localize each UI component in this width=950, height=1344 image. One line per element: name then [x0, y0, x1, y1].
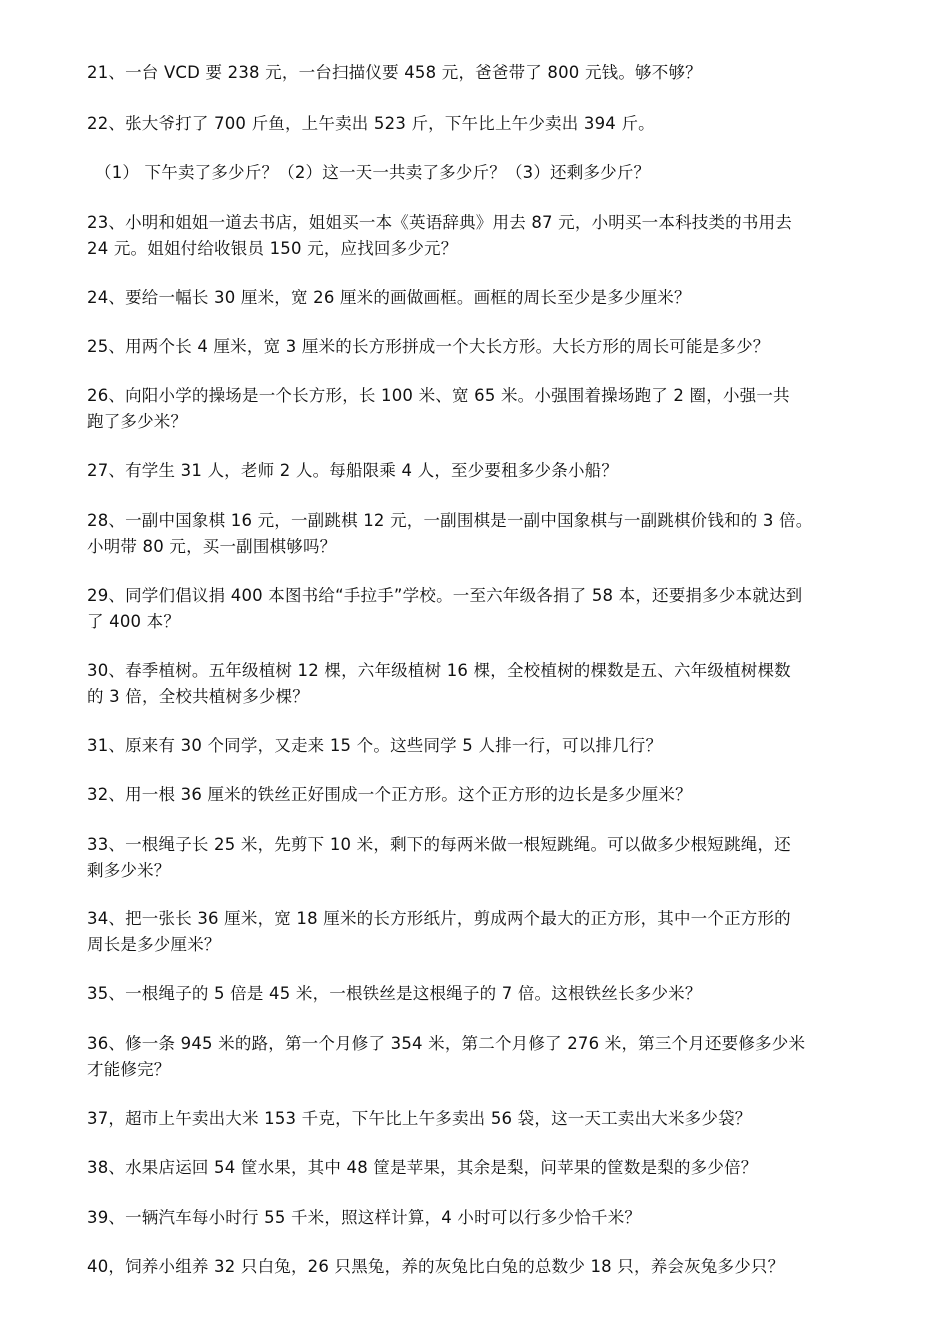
question-21: [87, 60, 887, 86]
question-line: 29、同学们倡议捐 400 本图书给“手拉手”学校。一至六年级各捐了 58 本，还要捐多少本就达到: [87, 586, 803, 605]
question-37: [87, 1106, 887, 1132]
question-line: 40，饲养小组养 32 只白兔，26 只黑兔，养的灰兔比白兔的总数少 18 只，养会灰兔多少只？: [87, 1257, 785, 1276]
question-32: [87, 782, 887, 808]
question-line: 32、用一根 36 厘米的铁丝正好围成一个正方形。这个正方形的边长是多少厘米？: [87, 785, 692, 804]
question-line: 才能修完？: [87, 1060, 171, 1079]
question-line: 周长是多少厘米？: [87, 935, 221, 954]
question-23: [87, 210, 887, 262]
question-line: 小明带 80 元，买一副围棋够吗？: [87, 537, 337, 556]
question-line: 21、一台 VCD 要 238 元，一台扫描仪要 458 元，爸爸带了 800 元钱。够不够？: [87, 63, 702, 82]
question-29: [87, 583, 887, 635]
question-line: 23、小明和姐姐一道去书店，姐姐买一本《英语辞典》用去 87 元，小明买一本科技类的书用去: [87, 213, 792, 232]
question-line: 27、有学生 31 人，老师 2 人。每船限乘 4 人，至少要租多少条小船？: [87, 461, 619, 480]
question-30: [87, 658, 887, 710]
question-line: 38、水果店运回 54 筐水果，其中 48 筐是苹果，其余是梨，问苹果的筐数是梨的多少倍？: [87, 1158, 758, 1177]
question-line: （1） 下午卖了多少斤？（2）这一天一共卖了多少斤？（3）还剩多少斤？: [95, 163, 651, 182]
question-line: 22、张大爷打了 700 斤鱼，上午卖出 523 斤，下午比上午少卖出 394 斤。: [87, 114, 655, 133]
question-25: [87, 334, 887, 360]
question-line: 剩多少米？: [87, 861, 171, 880]
question-31: [87, 733, 887, 759]
question-line: 35、一根绳子的 5 倍是 45 米，一根铁丝是这根绳子的 7 倍。这根铁丝长多少米？: [87, 984, 702, 1003]
question-line: 25、用两个长 4 厘米，宽 3 厘米的长方形拼成一个大长方形。大长方形的周长可能是多少？: [87, 337, 770, 356]
question-35: [87, 981, 887, 1007]
question-line: 跑了多少米？: [87, 412, 188, 431]
question-line: 31、原来有 30 个同学，又走来 15 个。这些同学 5 人排一行，可以排几行？: [87, 736, 663, 755]
question-33: [87, 832, 887, 884]
question-26: [87, 383, 887, 435]
question-line: 28、一副中国象棋 16 元，一副跳棋 12 元，一副围棋是一副中国象棋与一副跳棋价钱和的 3 倍。: [87, 511, 813, 530]
question-38: [87, 1155, 887, 1181]
question-line: 37，超市上午卖出大米 153 千克，下午比上午多卖出 56 袋，这一天工卖出大米多少袋？: [87, 1109, 752, 1128]
question-34: [87, 906, 887, 958]
question-line: 36、修一条 945 米的路，第一个月修了 354 米，第二个月修了 276 米，第三个月还要修多少米: [87, 1034, 806, 1053]
question-line: 24 元。姐姐付给收银员 150 元，应找回多少元？: [87, 239, 458, 258]
question-line: 26、向阳小学的操场是一个长方形，长 100 米、宽 65 米。小强围着操场跑了 2 圈，小强一共: [87, 386, 790, 405]
question-line: 33、一根绳子长 25 米，先剪下 10 米，剩下的每两米做一根短跳绳。可以做多少根短跳绳，还: [87, 835, 791, 854]
question-36: [87, 1031, 887, 1083]
question-22: [87, 111, 887, 137]
question-28: [87, 508, 887, 560]
question-39: [87, 1205, 887, 1231]
question-line: 24、要给一幅长 30 厘米，宽 26 厘米的画做画框。画框的周长至少是多少厘米？: [87, 288, 691, 307]
question-40: [87, 1254, 887, 1280]
question-line: 39、一辆汽车每小时行 55 千米，照这样计算，4 小时可以行多少恰千米？: [87, 1208, 642, 1227]
question-27: [87, 458, 887, 484]
question-24: [87, 285, 887, 311]
question-line: 的 3 倍，全校共植树多少棵？: [87, 687, 309, 706]
question-line: 30、春季植树。五年级植树 12 棵，六年级植树 16 棵，全校植树的棵数是五、六年级植树棵数: [87, 661, 791, 680]
question-line: 了 400 本？: [87, 612, 181, 631]
question-22-subparts: [95, 160, 895, 186]
question-line: 34、把一张长 36 厘米，宽 18 厘米的长方形纸片，剪成两个最大的正方形，其中一个正方形的: [87, 909, 791, 928]
